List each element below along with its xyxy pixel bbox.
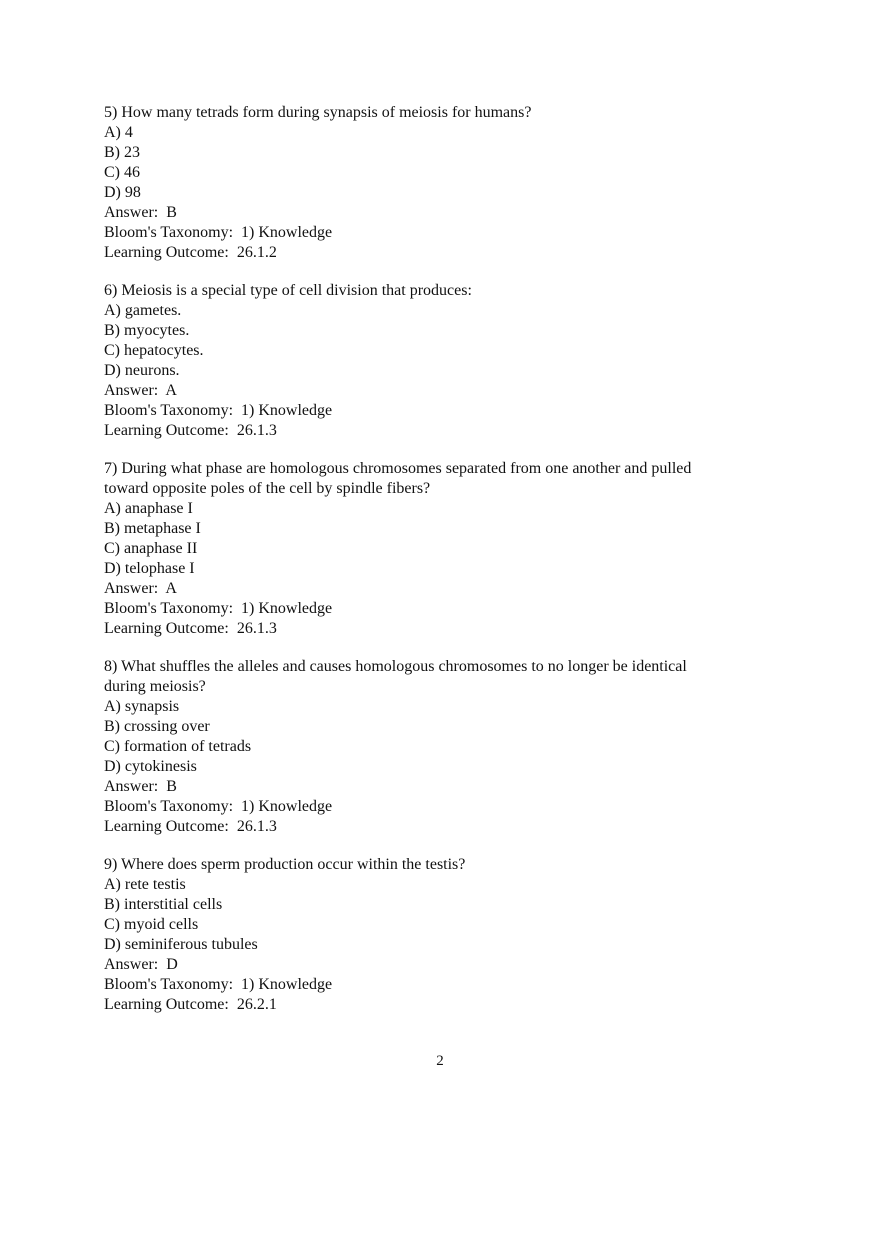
question-stem: 6) Meiosis is a special type of cell division that produces: [104,282,472,299]
page-number: 2 [436,1053,444,1069]
learning-outcome-line: Learning Outcome: 26.1.3 [104,422,277,439]
answer-line: Answer: A [104,382,177,399]
option-b: B) myocytes. [104,322,190,339]
option-c: C) hepatocytes. [104,342,204,359]
option-c: C) myoid cells [104,916,199,933]
question-5 [104,103,784,263]
option-a: A) gametes. [104,302,182,319]
option-c: C) 46 [104,164,140,181]
learning-outcome-line: Learning Outcome: 26.1.3 [104,818,277,835]
option-d: D) 98 [104,184,141,201]
answer-line: Answer: B [104,204,177,221]
option-a: A) synapsis [104,698,180,715]
taxonomy-line: Bloom's Taxonomy: 1) Knowledge [104,600,333,617]
option-d: D) telophase I [104,560,195,577]
learning-outcome-line: Learning Outcome: 26.2.1 [104,996,277,1013]
taxonomy-line: Bloom's Taxonomy: 1) Knowledge [104,976,333,993]
question-stem: 5) How many tetrads form during synapsis of meiosis for humans? [104,104,532,121]
learning-outcome-line: Learning Outcome: 26.1.3 [104,620,277,637]
answer-line: Answer: D [104,956,178,973]
option-a: A) anaphase I [104,500,193,517]
answer-line: Answer: A [104,580,177,597]
question-6 [104,281,784,441]
question-7 [104,459,784,639]
question-stem: 9) Where does sperm production occur within the testis? [104,856,466,873]
question-list [104,103,784,1033]
question-stem-line-2: toward opposite poles of the cell by spindle fibers? [104,480,431,497]
option-c: C) formation of tetrads [104,738,252,755]
option-a: A) 4 [104,124,133,141]
option-c: C) anaphase II [104,540,198,557]
question-9 [104,855,784,1015]
option-b: B) 23 [104,144,140,161]
taxonomy-line: Bloom's Taxonomy: 1) Knowledge [104,402,333,419]
question-stem-line-1: 7) During what phase are homologous chromosomes separated from one another and pulled [104,460,692,477]
option-d: D) neurons. [104,362,180,379]
option-a: A) rete testis [104,876,186,893]
question-stem-line-1: 8) What shuffles the alleles and causes homologous chromosomes to no longer be identical [104,658,687,675]
option-b: B) interstitial cells [104,896,223,913]
learning-outcome-line: Learning Outcome: 26.1.2 [104,244,277,261]
answer-line: Answer: B [104,778,177,795]
option-b: B) crossing over [104,718,210,735]
question-stem-line-2: during meiosis? [104,678,206,695]
option-d: D) seminiferous tubules [104,936,258,953]
option-b: B) metaphase I [104,520,201,537]
taxonomy-line: Bloom's Taxonomy: 1) Knowledge [104,224,333,241]
taxonomy-line: Bloom's Taxonomy: 1) Knowledge [104,798,333,815]
option-d: D) cytokinesis [104,758,197,775]
question-8 [104,657,784,837]
